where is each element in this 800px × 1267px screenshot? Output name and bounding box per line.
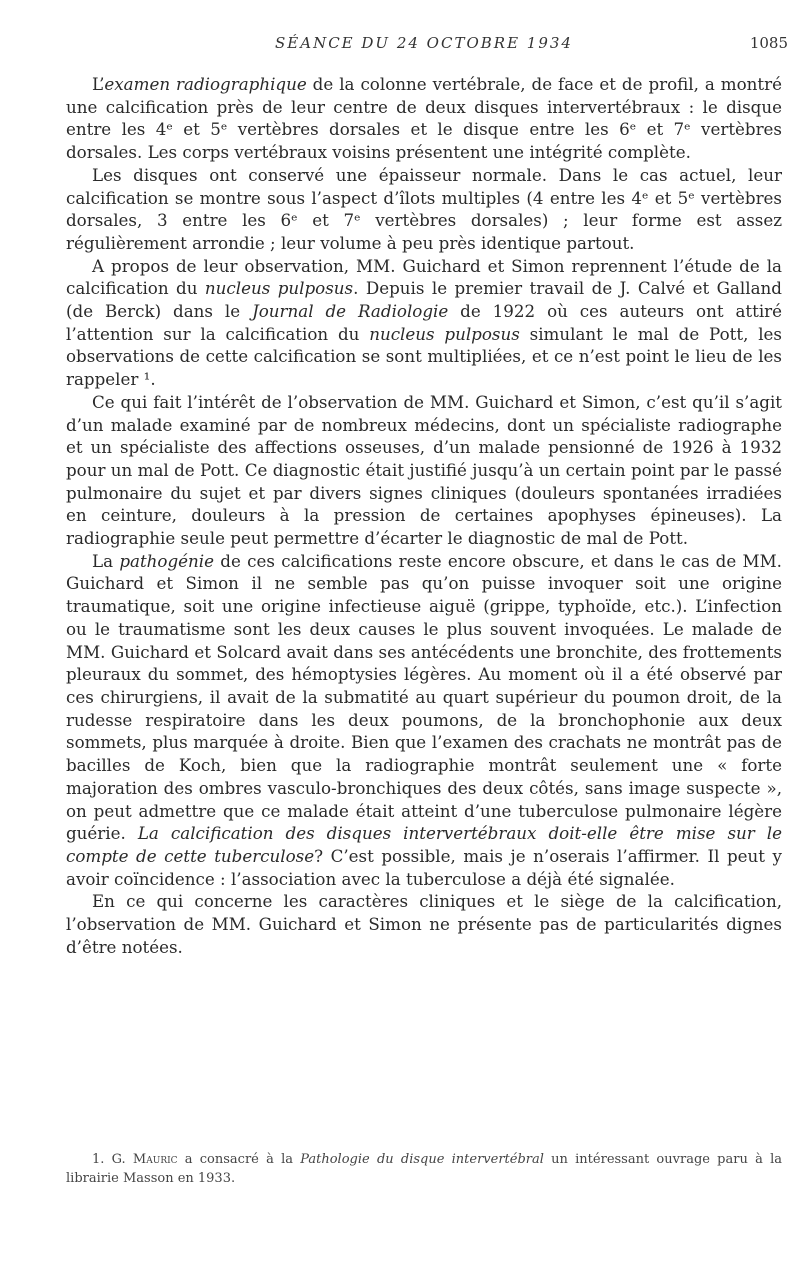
italic-text: Journal de Radiologie bbox=[252, 301, 449, 322]
footnote-italic-text: Pathologie du disque intervertébral bbox=[300, 1152, 544, 1167]
italic-text: La calcification des disques intervertébraux doit-elle être mise sur le compte de cette tuberculose bbox=[66, 823, 782, 866]
main-text bbox=[66, 73, 782, 958]
paragraph bbox=[66, 255, 782, 391]
text-run: de 1922 où ces auteurs ont attiré l’attention sur la calcification du bbox=[66, 301, 783, 344]
running-header bbox=[60, 34, 788, 58]
running-title: SÉANCE DU 24 OCTOBRE 1934 bbox=[275, 34, 573, 52]
text-run: En ce qui concerne les caractères cliniques et le siège de la calcification, l’observation de MM. Guichard et Simon ne présente pas de particularités dignes d’être notées. bbox=[66, 891, 782, 957]
paragraph bbox=[66, 73, 782, 164]
italic-text: nucleus pulposus bbox=[369, 323, 520, 344]
text-run: ? C’est possible, mais je n’oserais l’affirmer. Il peut y avoir coïncidence : l’association avec la tuberculose a déjà été signalée. bbox=[66, 845, 782, 889]
text-run: de la colonne vertébrale, de face et de profil, a montré une calcification près de leur centre de deux disques intervertébraux : le disque entre les 4ᵉ et 5ᵉ vertèbres dorsales et le disque entre les 6ᵉ et 7ᵉ vertèbres dorsales. Les corps vertébraux voisins présentent une intégrité complète. bbox=[66, 74, 782, 163]
footnote-author: G. Mauric bbox=[111, 1152, 178, 1167]
footnote bbox=[66, 1150, 782, 1188]
text-run: . Depuis le premier travail de J. Calvé et Galland (de Berck) dans le bbox=[66, 278, 782, 322]
paragraph bbox=[66, 890, 782, 958]
paragraph bbox=[66, 391, 782, 550]
text-run: Les disques ont conservé une épaisseur normale. Dans le cas actuel, leur calcification se montre sous l’aspect d’îlots multiples (4 entre les 4ᵉ et 5ᵉ vertèbres dorsales, 3 entre les 6ᵉ et 7ᵉ vertèbres dorsales) ; leur forme est assez régulièrement arrondie ; leur volume à peu près identique partout. bbox=[66, 164, 782, 253]
italic-text: pathogénie bbox=[119, 550, 214, 571]
footnote-paragraph bbox=[66, 1150, 782, 1188]
footnote-text: un intéressant ouvrage paru à la librairie Masson en 1933. bbox=[66, 1152, 782, 1186]
text-run: La bbox=[92, 550, 120, 571]
text-run: de ces calcifications reste encore obscure, et dans le cas de MM. Guichard et Simon il ne semble pas qu’on puisse invoquer soit une origine traumatique, soit une origine infectieuse aiguë (grippe, typhoïde, etc.). L’infection ou le traumatisme sont les deux causes le plus souvent invoquées. Le malade de MM. Guichard et Solcard avait dans ses antécédents une bronchite, des frottements pleuraux du sommet, des hémoptysies légères. Au moment où il a été observé par ces chirurgiens, il avait de la submatité au quart supérieur du poumon droit, de la rudesse respiratoire dans les deux poumons, de la bronchophonie aux deux sommets, plus marquée à droite. Bien que l’examen des crachats ne montrât pas de bacilles de Koch, bien que la radiographie montrât seulement une « forte majoration des ombres vasculo-bronchiques des deux côtés, sans image suspecte », on peut admettre que ce malade était atteint d’une tuberculose pulmonaire légère guérie. bbox=[66, 550, 782, 844]
footnote-text: 1. bbox=[92, 1152, 112, 1167]
text-run: A propos de leur observation, MM. Guichard et Simon reprennent l’étude de la calcification du bbox=[66, 255, 782, 299]
footnote-text: a consacré à la bbox=[177, 1152, 301, 1167]
text-run: simulant le mal de Pott, les observations de cette calcification se sont multipliées, et ce n’est point le lieu de les rappeler ¹. bbox=[66, 323, 782, 390]
paragraph bbox=[66, 550, 782, 891]
italic-text: nucleus pulposus bbox=[204, 278, 354, 299]
paragraph bbox=[66, 164, 782, 255]
page-number: 1085 bbox=[749, 34, 788, 52]
italic-text: examen radiographique bbox=[104, 74, 307, 94]
text-run: Ce qui fait l’intérêt de l’observation de MM. Guichard et Simon, c’est qu’il s’agit d’un malade examiné par de nombreux médecins, dont un spécialiste radiographe et un spécialiste des affections osseuses, d’un malade pensionné de 1926 à 1932 pour un mal de Pott. Ce diagnostic était justifié jusqu’à un certain point par le passé pulmonaire du sujet et par divers signes cliniques (douleurs spontanées irradiées en ceinture, douleurs à la pression de certaines apophyses épineuses). La radiographie seule peut permettre d’écarter le diagnostic de mal de Pott. bbox=[66, 391, 782, 549]
text-run: L’ bbox=[92, 74, 105, 94]
